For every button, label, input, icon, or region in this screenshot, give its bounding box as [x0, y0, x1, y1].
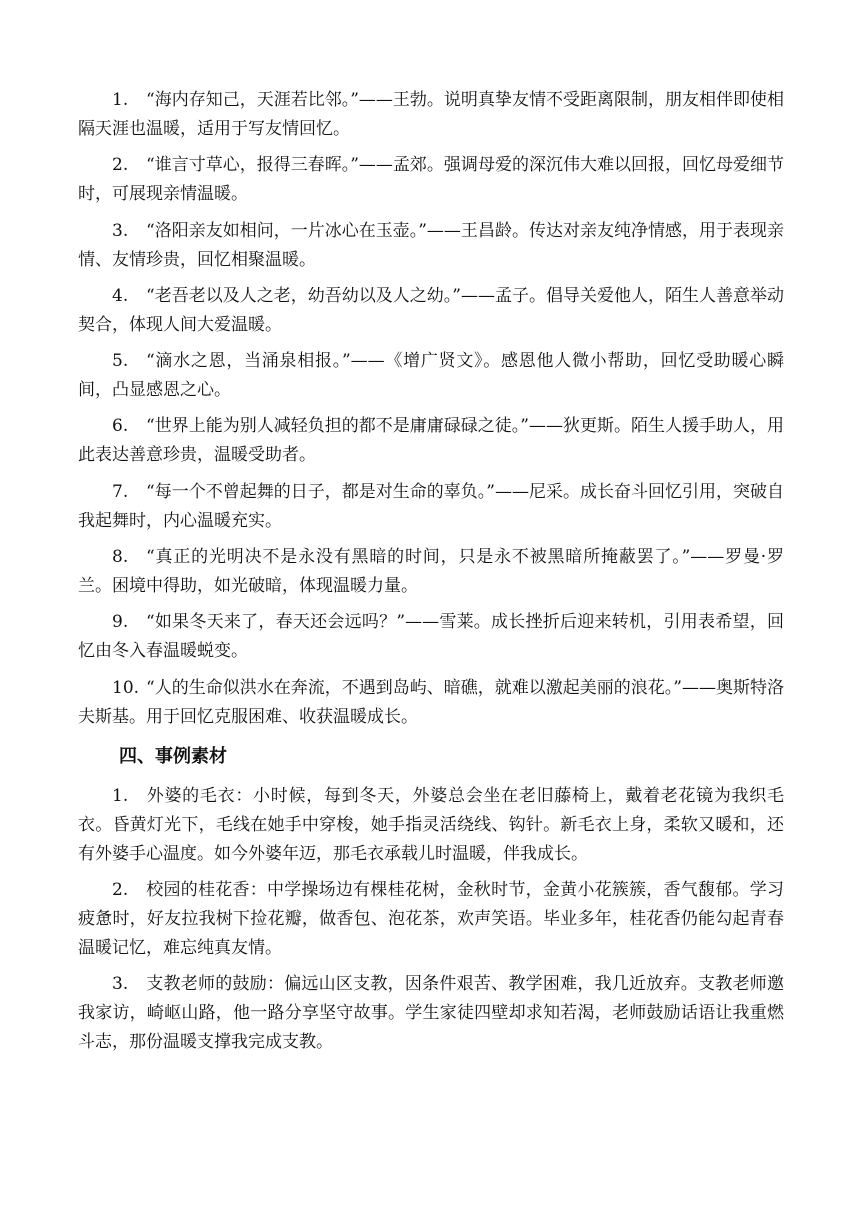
item-number: 1.: [112, 90, 129, 110]
item-number: 2.: [112, 879, 129, 900]
item-text: “人的生命似洪水在奔流，不遇到岛屿、暗礁，就难以激起美丽的浪花。”——奥斯特洛夫斯基。用于回忆克服困难、收获温暖成长。: [78, 677, 784, 727]
item-number: 10.: [112, 677, 140, 698]
quote-item: [78, 412, 784, 470]
item-text: “滴水之恩，当涌泉相报。”——《增广贤文》。感恩他人微小帮助，回忆受助暖心瞬间，凸显感恩之心。: [78, 351, 784, 401]
quote-item: [78, 282, 784, 340]
example-item: [78, 876, 784, 963]
quote-item: [78, 608, 784, 666]
document-body: [78, 86, 784, 1065]
item-text: “谁言寸草心，报得三春晖。”——孟郊。强调母爱的深沉伟大难以回报，回忆母爱细节时，可展现亲情温暖。: [78, 155, 784, 205]
item-number: 5.: [112, 351, 129, 372]
quote-item: [78, 478, 784, 536]
item-number: 7.: [112, 481, 129, 502]
item-number: 3.: [112, 974, 129, 995]
item-text: “每一个不曾起舞的日子，都是对生命的辜负。”——尼采。成长奋斗回忆引用，突破自我起舞时，内心温暖充实。: [78, 481, 784, 531]
quote-item: [78, 217, 784, 275]
item-text: 支教老师的鼓励：偏远山区支教，因条件艰苦、教学困难，我几近放弃。支教老师邀我家访，崎岖山路，他一路分享坚守故事。学生家徒四壁却求知若渴，老师鼓励话语让我重燃斗志，那份温暖支撑我完成支教。: [78, 974, 784, 1053]
item-text: 校园的桂花香：中学操场边有棵桂花树，金秋时节，金黄小花簇簇，香气馥郁。学习疲惫时，好友拉我树下捡花瓣，做香包、泡花茶，欢声笑语。毕业多年，桂花香仍能勾起青春温暖记忆，难忘纯真友情。: [78, 879, 784, 958]
quote-item: [78, 674, 784, 732]
item-number: 4.: [112, 285, 129, 306]
example-item: [78, 782, 784, 869]
item-text: 外婆的毛衣：小时候，每到冬天，外婆总会坐在老旧藤椅上，戴着老花镜为我织毛衣。昏黄灯光下，毛线在她手中穿梭，她手指灵活绕线、钩针。新毛衣上身，柔软又暖和，还有外婆手心温度。如今外婆年迈，那毛衣承载儿时温暖，伴我成长。: [78, 785, 784, 864]
item-text: “老吾老以及人之老，幼吾幼以及人之幼。”——孟子。倡导关爱他人，陌生人善意举动契合，体现人间大爱温暖。: [78, 285, 784, 335]
quote-item: [78, 543, 784, 601]
item-number: 8.: [112, 547, 129, 568]
example-item: [78, 970, 784, 1057]
item-text: “真正的光明决不是永没有黑暗的时间，只是永不被黑暗所掩蔽罢了。”——罗曼·罗兰。困境中得助，如光破暗，体现温暖力量。: [78, 547, 784, 597]
quote-item: [78, 347, 784, 405]
item-text: “世界上能为别人减轻负担的都不是庸庸碌碌之徒。”——狄更斯。陌生人援手助人，用此表达善意珍贵，温暖受助者。: [78, 416, 784, 466]
item-text: “如果冬天来了，春天还会远吗？”——雪莱。成长挫折后迎来转机，引用表希望，回忆由冬入春温暖蜕变。: [78, 612, 784, 662]
item-number: 6.: [112, 416, 129, 437]
item-number: 2.: [112, 155, 129, 176]
item-number: 3.: [112, 220, 129, 241]
quote-item: [78, 151, 784, 209]
item-number: 9.: [112, 612, 129, 633]
item-text: “洛阳亲友如相问，一片冰心在玉壶。”——王昌龄。传达对亲友纯净情感，用于表现亲情、友情珍贵，回忆相聚温暖。: [78, 220, 784, 270]
item-number: 1.: [112, 785, 129, 806]
section-heading: 四、事例素材: [119, 745, 227, 767]
item-text: “海内存知己，天涯若比邻。”——王勃。说明真挚友情不受距离限制，朋友相伴即使相隔天涯也温暖，适用于写友情回忆。: [78, 90, 784, 139]
quote-item: [78, 86, 784, 144]
